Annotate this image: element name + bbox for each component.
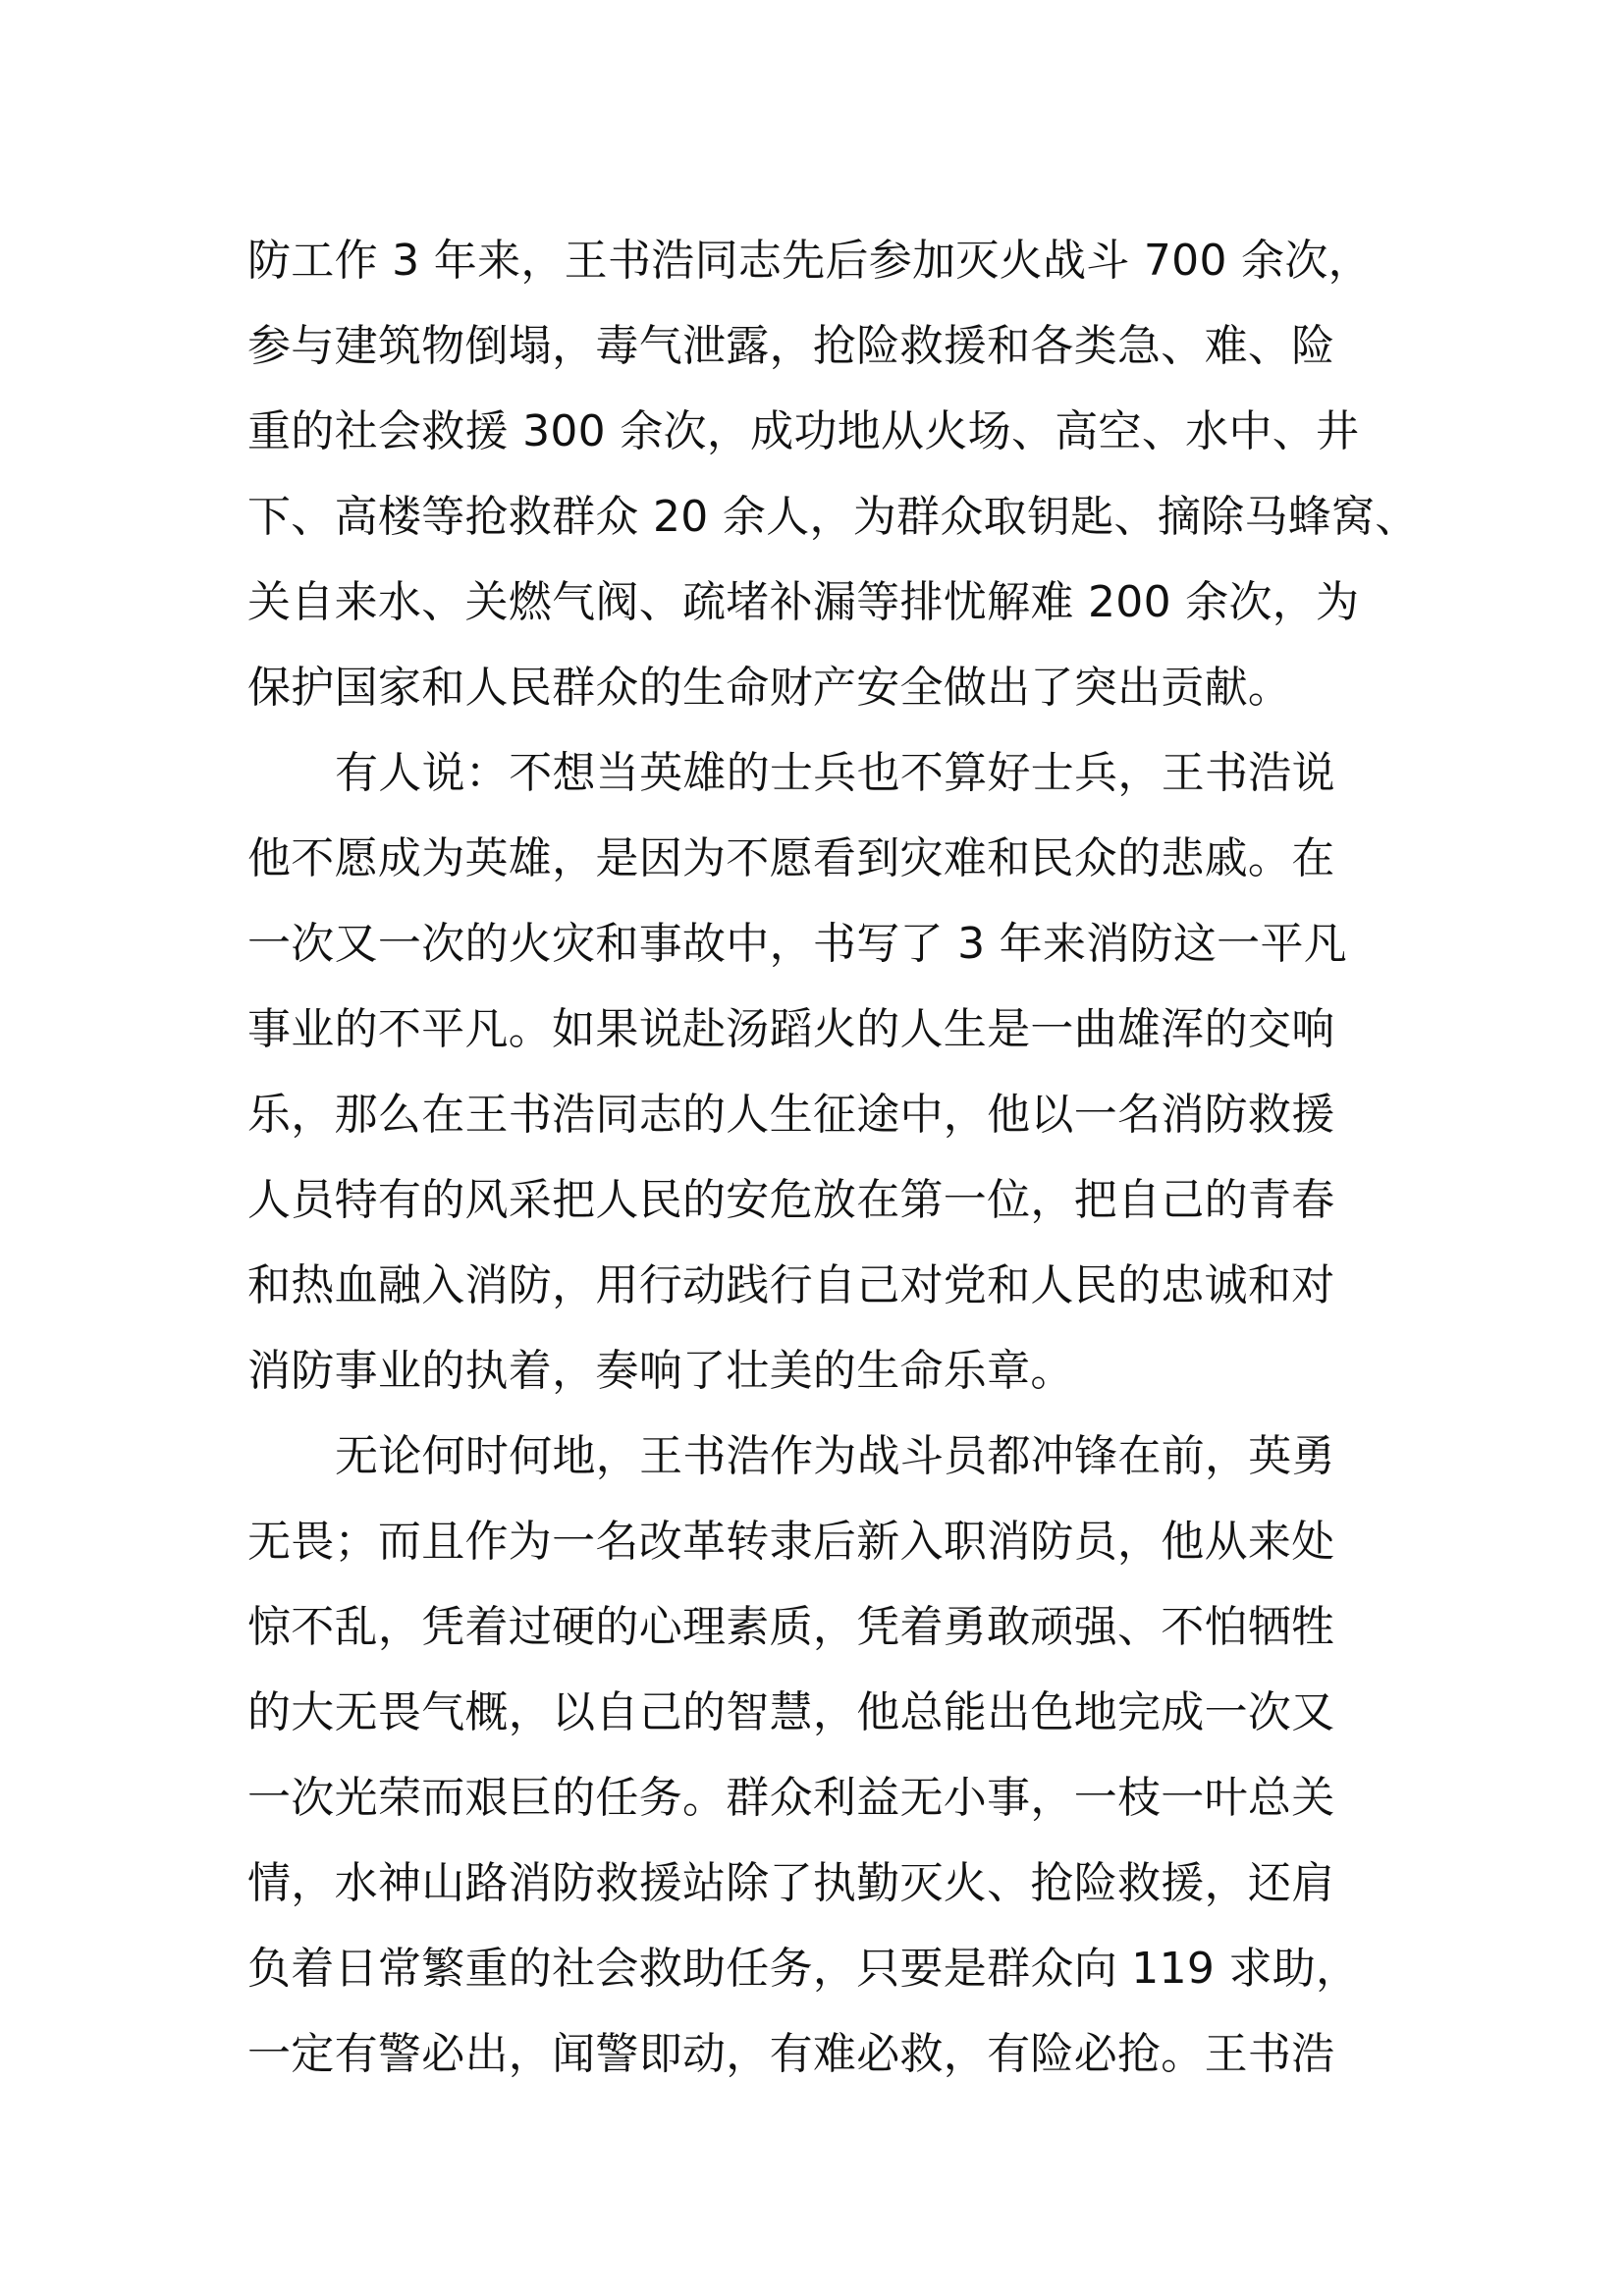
text-line: 情，水神山路消防救援站除了执勤灭火、抢险救援，还肩 — [247, 1858, 1335, 1908]
paragraph-3 — [247, 1414, 1398, 2097]
text-line: 的大无畏气概，以自己的智慧，他总能出色地完成一次又 — [247, 1687, 1335, 1737]
text-line: 下、高楼等抢救群众 20 余人，为群众取钥匙、摘除马蜂窝、 — [247, 492, 1419, 542]
text-line: 一次光荣而艰巨的任务。群众利益无小事，一枝一叶总关 — [247, 1773, 1335, 1823]
text-line: 无论何时何地，王书浩作为战斗员都冲锋在前，英勇 — [335, 1431, 1335, 1481]
paragraph-2 — [247, 730, 1398, 1414]
text-line: 人员特有的风采把人民的安危放在第一位，把自己的青春 — [247, 1175, 1335, 1225]
text-line: 消防事业的执着，奏响了壮美的生命乐章。 — [247, 1346, 1074, 1396]
text-line: 乐，那么在王书浩同志的人生征途中，他以一名消防救援 — [247, 1090, 1335, 1140]
text-line: 一次又一次的火灾和事故中，书写了 3 年来消防这一平凡 — [247, 919, 1348, 969]
text-line: 有人说：不想当英雄的士兵也不算好士兵，王书浩说 — [335, 748, 1335, 798]
text-line: 负着日常繁重的社会救助任务，只要是群众向 119 求助， — [247, 1944, 1360, 1994]
text-line: 事业的不平凡。如果说赴汤蹈火的人生是一曲雄浑的交响 — [247, 1004, 1335, 1054]
text-line: 关自来水、关燃气阀、疏堵补漏等排忧解难 200 余次，为 — [247, 577, 1360, 627]
text-line: 一定有警必出，闻警即动，有难必救，有险必抢。王书浩 — [247, 2029, 1335, 2079]
text-line: 惊不乱，凭着过硬的心理素质，凭着勇敢顽强、不怕牺牲 — [247, 1602, 1335, 1652]
text-line: 保护国家和人民群众的生命财产安全做出了突出贡献。 — [247, 663, 1292, 713]
document-body — [247, 218, 1419, 2097]
text-line: 无畏；而且作为一名改革转隶后新入职消防员，他从来处 — [247, 1517, 1335, 1567]
text-line: 他不愿成为英雄，是因为不愿看到灾难和民众的悲戚。在 — [247, 833, 1335, 883]
text-line: 重的社会救援 300 余次，成功地从火场、高空、水中、井 — [247, 406, 1360, 456]
paragraph-1 — [247, 218, 1419, 730]
text-line: 参与建筑物倒塌，毒气泄露，抢险救援和各类急、难、险 — [247, 321, 1335, 371]
text-line: 防工作 3 年来，王书浩同志先后参加灭火战斗 700 余次， — [247, 236, 1372, 286]
text-line: 和热血融入消防，用行动践行自己对党和人民的忠诚和对 — [247, 1260, 1335, 1310]
